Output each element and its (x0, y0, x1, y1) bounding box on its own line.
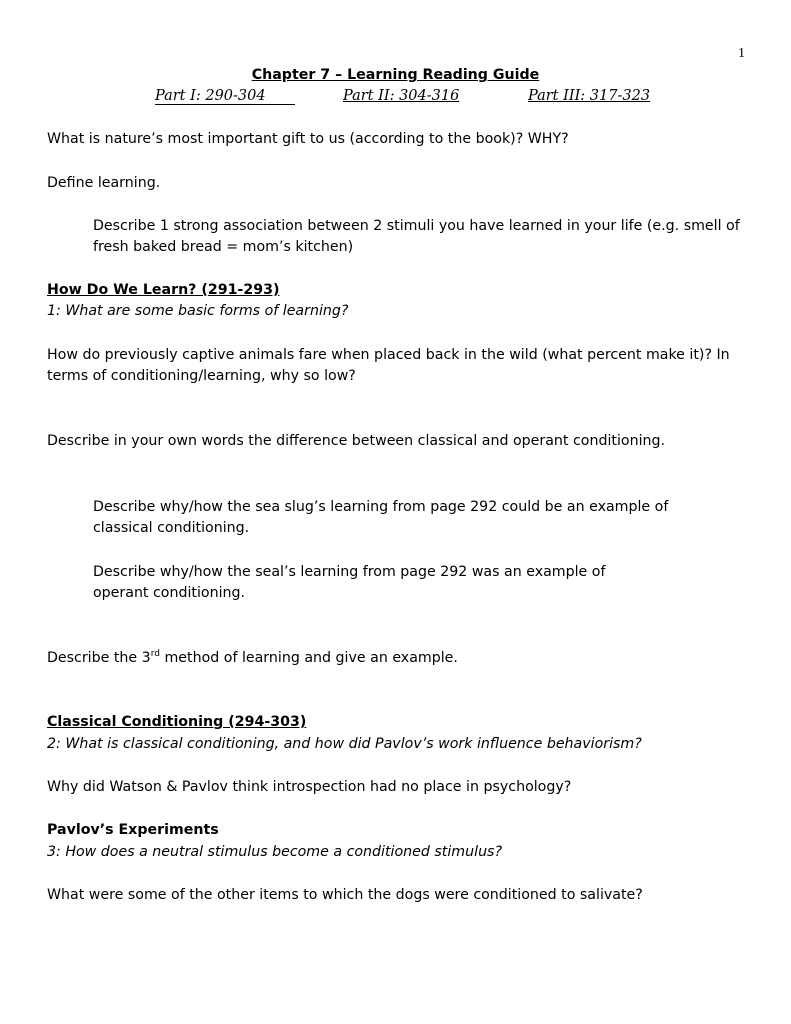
learning-objective-2: 2: What is classical conditioning, and how did Pavlov’s work influence behaviorism? (47, 736, 642, 752)
section-heading-pavlov-experiments: Pavlov’s Experiments (47, 822, 219, 838)
question-seal: Describe why/how the seal’s learning from page 292 was an example of operant conditioning. (93, 564, 606, 601)
question-captive-animals: How do previously captive animals fare when placed back in the wild (what percent make it)? In terms of conditioning/learning, why so low? (47, 347, 730, 384)
third-method-superscript: rd (150, 649, 160, 659)
question-watson-pavlov: Why did Watson & Pavlov think introspection had no place in psychology? (47, 779, 572, 795)
question-other-items: What were some of the other items to which the dogs were conditioned to salivate? (47, 887, 643, 903)
part-one-range: Part I: 290-304 (155, 88, 295, 105)
question-sea-slug: Describe why/how the sea slug’s learning from page 292 could be an example of classical conditioning. (93, 499, 669, 536)
learning-objective-1: 1: What are some basic forms of learning? (47, 303, 349, 319)
part-three-range: Part III: 317-323 (528, 88, 651, 104)
question-classical-vs-operant: Describe in your own words the difference between classical and operant conditioning. (47, 433, 666, 449)
section-heading-classical-conditioning: Classical Conditioning (294-303) (47, 714, 307, 730)
third-method-text-before: Describe the 3 (47, 650, 151, 666)
third-method-text-after: method of learning and give an example. (159, 650, 458, 666)
part-two-range: Part II: 304-316 (343, 88, 460, 104)
question-define-learning: Define learning. (47, 175, 161, 191)
question-third-method (47, 650, 458, 666)
page-title: Chapter 7 – Learning Reading Guide (251, 67, 540, 83)
page-number: 1 (738, 46, 745, 61)
learning-objective-3: 3: How does a neutral stimulus become a conditioned stimulus? (47, 844, 502, 860)
question-stimuli-association: Describe 1 strong association between 2 stimuli you have learned in your life (e.g. smell of fresh baked bread = mom’s kitchen) (93, 218, 740, 255)
question-nature-gift: What is nature’s most important gift to us (according to the book)? WHY? (47, 131, 569, 147)
section-heading-how-do-we-learn: How Do We Learn? (291-293) (47, 282, 280, 298)
